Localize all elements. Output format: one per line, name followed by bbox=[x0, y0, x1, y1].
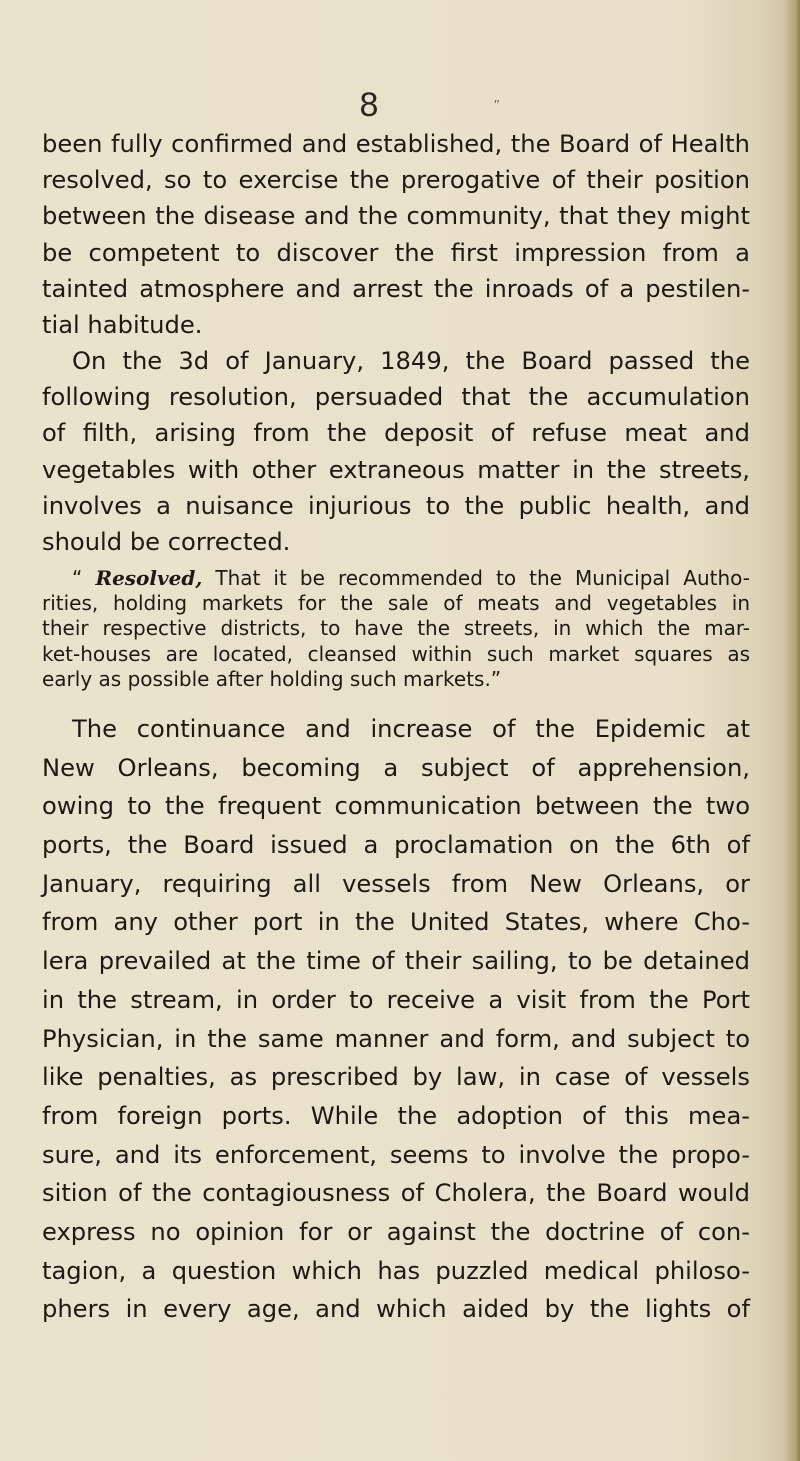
text-line: sure, and its enforcement, seems to involve the propo- bbox=[42, 1140, 750, 1169]
paragraph-1 bbox=[42, 126, 750, 343]
text-line: between the disease and the community, that they might bbox=[42, 202, 750, 231]
stray-print-mark: ″ bbox=[494, 98, 500, 113]
quote-line: their respective districts, to have the streets, in which the mar- bbox=[42, 616, 750, 641]
text-line: The continuance and increase of the Epidemic at bbox=[72, 715, 750, 743]
page-edge-shadow bbox=[784, 0, 800, 1461]
resolved-word: Resolved, bbox=[95, 566, 203, 590]
text-line: should be corrected. bbox=[42, 527, 291, 556]
text-line: in the stream, in order to receive a visit from the Port bbox=[42, 985, 750, 1014]
text-line: like penalties, as prescribed by law, in case of vessels bbox=[42, 1063, 750, 1092]
quote-line: ket-houses are located, cleansed within such market squares as bbox=[42, 641, 750, 666]
quote-line: rities, holding markets for the sale of meats and vegetables in bbox=[42, 591, 750, 616]
text-line: New Orleans, becoming a subject of apprehension, bbox=[42, 753, 750, 782]
text-line: tial habitude. bbox=[42, 310, 203, 339]
text-line: from foreign ports. While the adoption of this mea- bbox=[42, 1101, 750, 1130]
text-line: express no opinion for or against the doctrine of con- bbox=[42, 1217, 750, 1246]
text-line: been fully confirmed and established, the Board of Health bbox=[42, 130, 750, 158]
text-line: involves a nuisance injurious to the public health, and bbox=[42, 491, 750, 520]
text-line: On the 3d of January, 1849, the Board passed the bbox=[72, 347, 750, 375]
text-line: tagion, a question which has puzzled medical philoso- bbox=[42, 1256, 750, 1285]
paragraph-3 bbox=[42, 710, 750, 1329]
text-line: January, requiring all vessels from New Orleans, or bbox=[42, 869, 750, 898]
quote-first-line-text: That it be recommended to the Municipal Autho- bbox=[215, 566, 751, 590]
quote-line: early as possible after holding such markets.” bbox=[42, 666, 502, 691]
quote-first-line bbox=[42, 566, 750, 591]
text-line: owing to the frequent communication between the two bbox=[42, 792, 750, 821]
text-line: following resolution, persuaded that the accumulation bbox=[42, 383, 750, 412]
text-line: tainted atmosphere and arrest the inroads of a pestilen- bbox=[42, 274, 750, 303]
open-quote: “ bbox=[72, 566, 83, 590]
text-line: sition of the contagiousness of Cholera, the Board would bbox=[42, 1179, 750, 1208]
text-line: be competent to discover the first impression from a bbox=[42, 238, 750, 267]
text-line: Physician, in the same manner and form, and subject to bbox=[42, 1024, 750, 1053]
paragraph-2 bbox=[42, 343, 750, 560]
text-line: of filth, arising from the deposit of refuse meat and bbox=[42, 419, 750, 448]
text-line: ports, the Board issued a proclamation on the 6th of bbox=[42, 831, 750, 860]
resolution-quote bbox=[42, 566, 750, 692]
text-line: phers in every age, and which aided by the lights of bbox=[42, 1295, 750, 1324]
text-line: vegetables with other extraneous matter in the streets, bbox=[42, 455, 750, 484]
text-line: from any other port in the United States, where Cho- bbox=[42, 908, 750, 937]
text-line: lera prevailed at the time of their sailing, to be detained bbox=[42, 947, 750, 976]
page-number: 8 bbox=[359, 86, 379, 124]
text-line: resolved, so to exercise the prerogative of their position bbox=[42, 166, 750, 195]
